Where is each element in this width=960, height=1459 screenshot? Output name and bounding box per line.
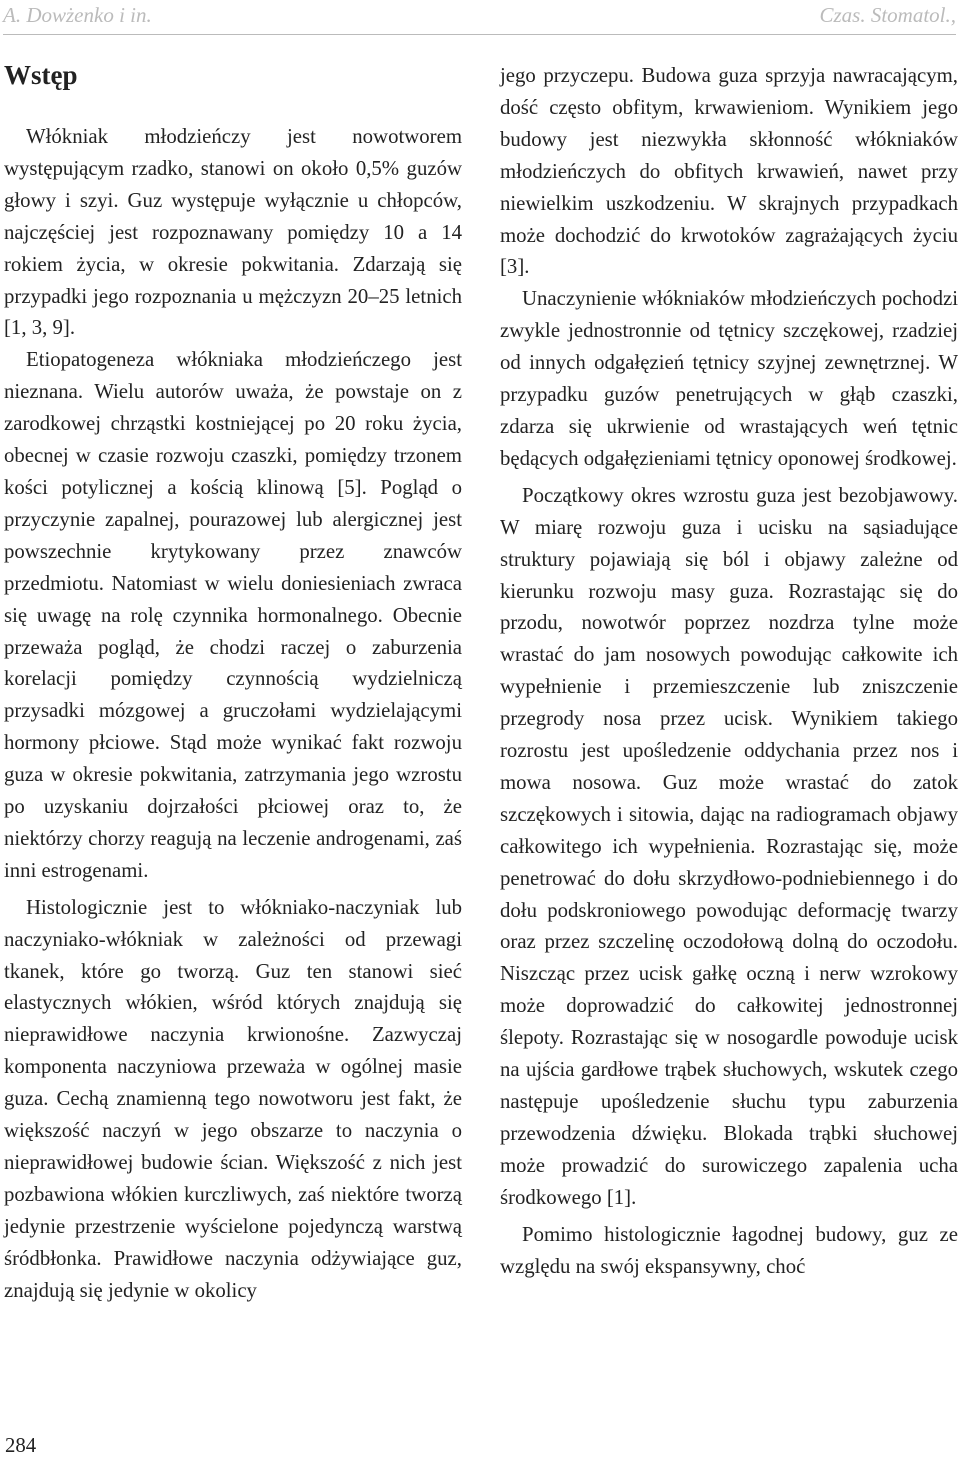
- header-authors: A. Dowżenko i in.: [3, 3, 152, 27]
- paragraph: Włókniak młodzieńczy jest nowotworem występującym rzadko, stanowi on około 0,5% guzów głowy i szyi. Guz występuje wyłącznie u chłopców, najczęściej jest rozpoznawany pomiędzy 10 a 14 rokiem życia, w okresie pokwitania. Zdarzają się przypadki jego rozpoznania u mężczyzn 20–25 letnich [1, 3, 9].: [4, 125, 462, 340]
- page-number: 284: [5, 1434, 37, 1457]
- right-column: [500, 60, 958, 1282]
- section-heading: Wstęp: [4, 60, 78, 90]
- paragraph: Unaczynienie włókniaków młodzieńczych pochodzi zwykle jednostronnie od tętnicy szczękowej, rzadziej od innych odgałęzień tętnicy szyjnej zewnętrznej. W przypadku guzów penetrujących w głąb czaszki, zdarza się ukrwienie od wrastających weń tętnic będących odgałęzieniami tętnicy oponowej środkowej.: [500, 287, 958, 470]
- paragraph: jego przyczepu. Budowa guza sprzyja nawracającym, dość często obfitym, krwawieniom. Wynikiem jego budowy jest niezwykła skłonność włókniaków młodzieńczych do obfitych krwawień, nawet przy niewielkim uszkodzeniu. W skrajnych przypadkach może dochodzić do krwotoków zagrażających życiu [3].: [500, 64, 958, 279]
- paragraph: Pomimo histologicznie łagodnej budowy, guz ze względu na swój ekspansywny, choć: [500, 1222, 958, 1278]
- paragraph: Histologicznie jest to włókniako-naczyniak lub naczyniako-włókniak w zależności od przewagi tkanek, które go tworzą. Guz ten stanowi sieć elastycznych włókien, wśród których znajdują się nieprawidłowe naczynia krwionośne. Zazwyczaj komponenta naczyniowa przeważa w ogólnej masie guza. Cechą znamienną tego nowotworu jest fakt, że większość naczyń w jego obszarze to naczynia o nieprawidłowej budowie ścian. Większość z nich jest pozbawiona włókien kurczliwych, zaś niektóre tworzą jedynie przestrzenie wyścielone pojedynczą warstwą śródbłonka. Prawidłowe naczynia odżywiające guz, znajdują się jedynie w okolicy: [4, 895, 462, 1302]
- running-header: [3, 0, 956, 34]
- paragraph: Etiopatogeneza włókniaka młodzieńczego jest nieznana. Wielu autorów uważa, że powstaje on z zarodkowej chrząstki kostniejącej po 20 roku życia, obecnej w czasie rozwoju czaszki, pomiędzy trzonem kości potylicznej a kością klinową [5]. Pogląd o przyczynie zapalnej, pourazowej lub alergicznej jest powszechnie krytykowany przez znawców przedmiotu. Natomiast w wielu doniesieniach zwraca się uwagę na rolę czynnika hormonalnego. Obecnie przeważa pogląd, że chodzi raczej o zaburzenia korelacji pomiędzy czynnością wydzielniczą przysadki mózgowej a gruczołami wydzielającymi hormony płciowe. Stąd może wynikać fakt rozwoju guza w okresie pokwitania, zatrzymania jego wzrostu po uzyskaniu dojrzałości płciowej oraz to, że niektórzy chorzy reagują na leczenie androgenami, zaś inni estrogenami.: [4, 348, 462, 882]
- header-journal: Czas. Stomatol.,: [819, 3, 956, 27]
- left-column: [4, 58, 462, 1307]
- paragraph: Początkowy okres wzrostu guza jest bezobjawowy. W miarę rozwoju guza i ucisku na sąsiadujące struktury pojawiają się ból i objawy zależne od kierunku rozwoju masy guza. Rozrastając się do przodu, nowotwór poprzez nozdrza tylne może wrastać do jam nosowych powodując całkowite ich wypełnienie i przemieszczenie lub zniszczenie przegrody nosa przez ucisk. Wynikiem takiego rozrostu jest upośledzenie oddychania przez nos i mowa nosowa. Guz może wrastać do zatok szczękowych i sitowia, dając na radiogramach objawy całkowitego ich wypełnienia. Rozrastając się, może penetrować do dołu skrzydłowo-podniebiennego i do dołu podskroniowego powodując deformację twarzy oraz przez szczelinę oczodołową dolną do oczodołu. Niszcząc przez ucisk gałkę oczną i nerw wzrokowy może doprowadzić do całkowitej jednostronnej ślepoty. Rozrastając się w nosogardle powoduje ucisk na ujścia gardłowe trąbek słuchowych, wskutek czego następuje upośledzenie słuchu typu zaburzenia przewodzenia dźwięku. Blokada trąbki słuchowej może prowadzić do surowiczego zapalenia ucha środkowego [1].: [500, 483, 958, 1209]
- header-rule: [3, 34, 956, 35]
